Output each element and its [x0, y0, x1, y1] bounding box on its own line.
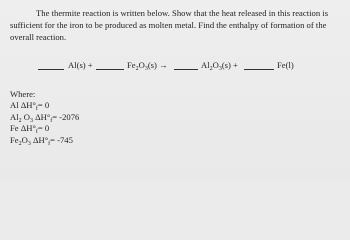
thermite-equation	[0, 59, 350, 75]
equation-term-fe2o3: $Fe_2O_3(s)$ →	[127, 60, 168, 72]
enthalpy-fe2o3: $Fe_2O_3$ $\Delta H^\circ_f= -745$	[10, 134, 73, 147]
question-prompt: The thermite reaction is written below. Show that the heat released in this reaction is sufficient for the iron to be produced as molten metal. Find the enthalpy of formation of the overall reaction.	[10, 8, 329, 43]
coefficient-blank-al[interactable]	[38, 69, 64, 70]
enthalpy-data	[10, 89, 79, 146]
coefficient-blank-fe[interactable]	[244, 69, 274, 70]
equation-term-al: Al(s) +	[68, 60, 93, 70]
coefficient-blank-al2o3[interactable]	[174, 69, 198, 70]
where-heading: Where:	[10, 89, 36, 99]
coefficient-blank-fe2o3[interactable]	[96, 69, 124, 70]
equation-term-al2o3: $Al_2O_3(s)$ +	[201, 60, 238, 72]
enthalpy-al: Al $\Delta H^\circ_f= 0$	[10, 100, 50, 113]
equation-term-fe: Fe(l)	[277, 60, 294, 70]
enthalpy-fe: Fe $\Delta H^\circ_f= 0$	[10, 123, 50, 136]
enthalpy-al2o3: $Al_2$ $O_3$ $\Delta H^\circ_f= -2076$	[10, 111, 80, 124]
